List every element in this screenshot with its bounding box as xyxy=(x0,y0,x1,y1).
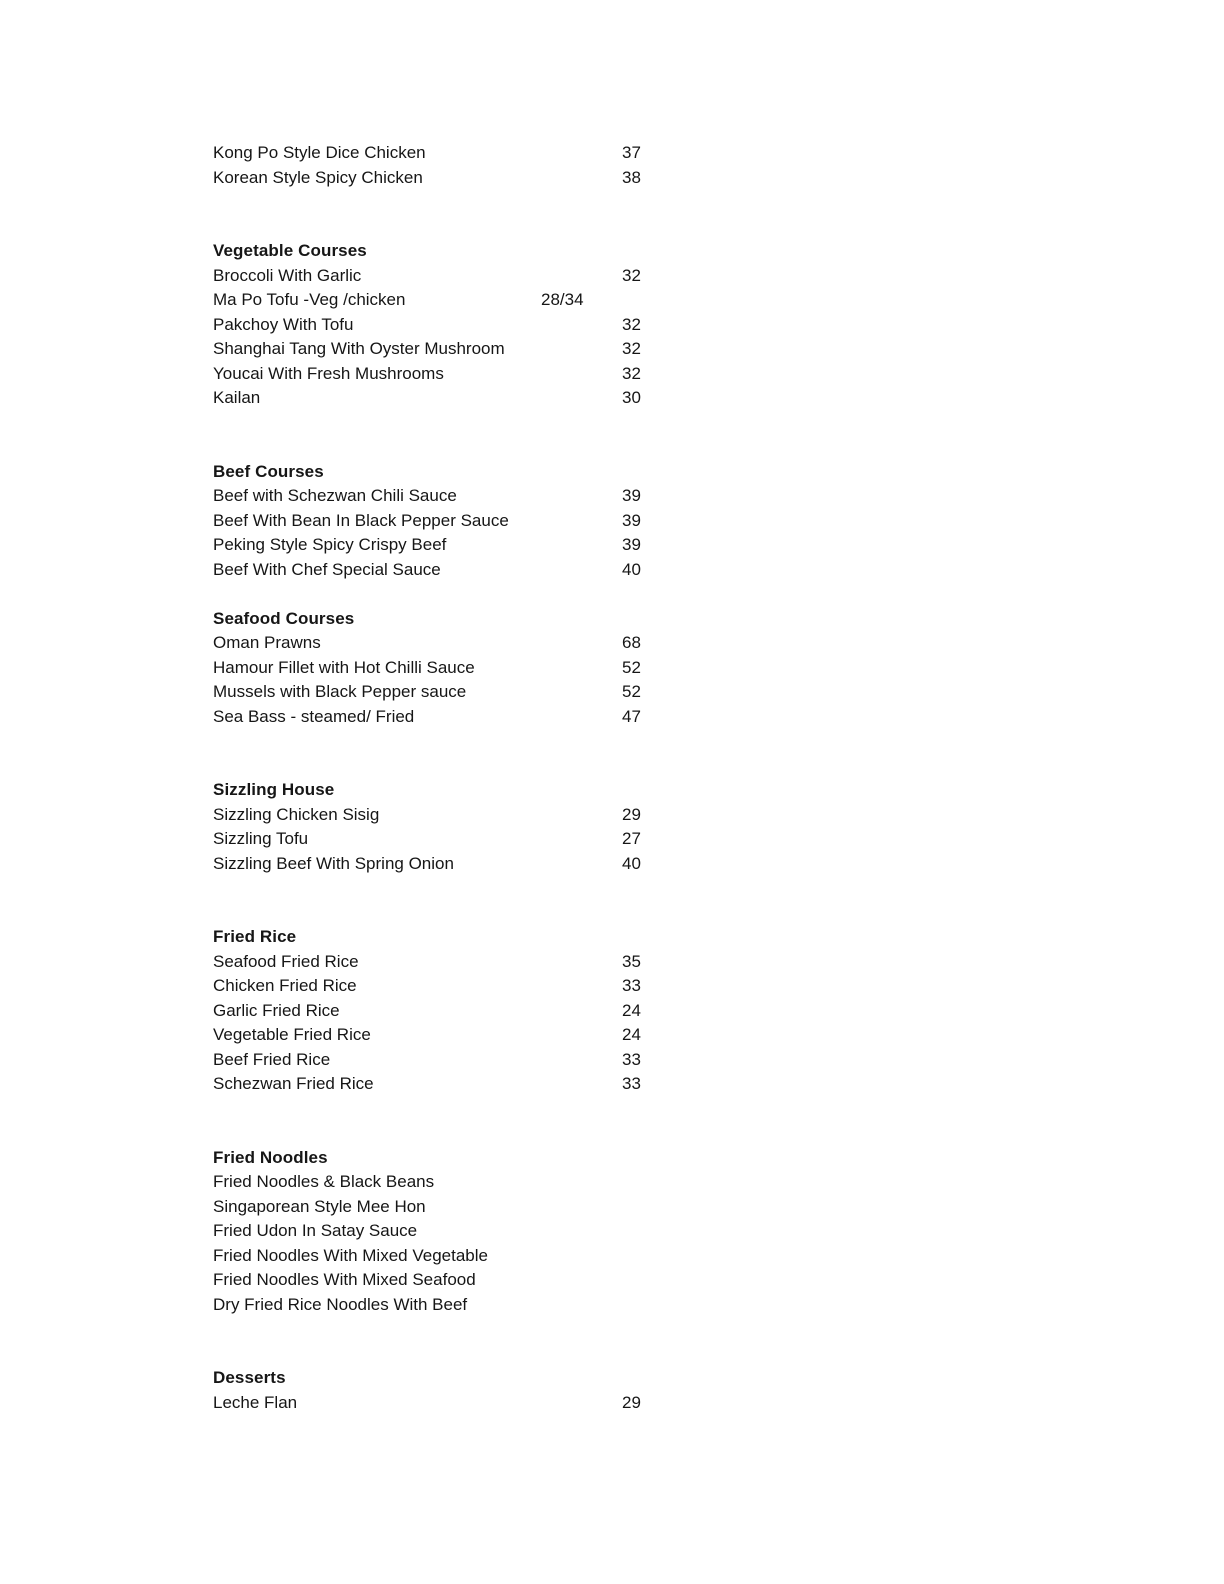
menu-section xyxy=(213,1366,1113,1415)
menu-item-price: 39 xyxy=(622,510,641,530)
menu-item-row xyxy=(213,999,1113,1024)
menu-item-row xyxy=(213,852,1113,877)
menu-item-price: 33 xyxy=(622,976,641,995)
menu-item-row xyxy=(213,1195,1113,1220)
menu-item-name: Garlic Fried Rice xyxy=(213,1000,340,1020)
menu-section xyxy=(213,141,1113,190)
menu-item-row xyxy=(213,313,1113,338)
menu-item-price: 32 xyxy=(622,265,641,285)
menu-item-name: Oman Prawns xyxy=(213,633,321,652)
menu-item-name: Beef Fried Rice xyxy=(213,1049,331,1069)
menu-item-row xyxy=(213,950,1113,975)
menu-section xyxy=(213,1146,1113,1318)
menu-item-price: 33 xyxy=(622,1074,641,1093)
menu-item-row xyxy=(213,362,1113,387)
menu-item-row xyxy=(213,705,1113,730)
menu-item-row xyxy=(213,386,1113,411)
menu-section xyxy=(213,607,1113,730)
menu-item-name: Dry Fried Rice Noodles With Beef xyxy=(213,1294,468,1314)
menu-item-price: 30 xyxy=(622,388,641,407)
menu-item-row xyxy=(213,1293,1113,1318)
menu-item-name: Seafood Fried Rice xyxy=(213,951,359,971)
menu-item-name: Mussels with Black Pepper sauce xyxy=(213,682,467,701)
menu-item-name: Fried Noodles & Black Beans xyxy=(213,1172,435,1191)
menu-item-name: Sizzling Beef With Spring Onion xyxy=(213,853,454,873)
menu-item-name: Sizzling Chicken Sisig xyxy=(213,804,380,824)
menu-item-price: 52 xyxy=(622,657,641,677)
menu-item-price: 38 xyxy=(622,167,641,187)
menu-item-name: Schezwan Fried Rice xyxy=(213,1074,374,1093)
menu-item-name: Vegetable Fried Rice xyxy=(213,1025,371,1044)
section-title: Seafood Courses xyxy=(213,608,355,628)
menu-item-price: 33 xyxy=(622,1049,641,1069)
menu-item-name: Beef with Schezwan Chili Sauce xyxy=(213,486,457,505)
menu-item-row xyxy=(213,803,1113,828)
menu-item-name: Hamour Fillet with Hot Chilli Sauce xyxy=(213,657,475,677)
menu-item-price: 39 xyxy=(622,486,641,505)
section-title: Fried Rice xyxy=(213,927,297,946)
menu-item-price: 40 xyxy=(622,853,641,873)
menu-item-price: 29 xyxy=(622,804,641,824)
menu-item-row xyxy=(213,484,1113,509)
menu-item-name: Fried Udon In Satay Sauce xyxy=(213,1221,418,1240)
menu-item-price: 29 xyxy=(622,1392,641,1412)
menu-item-row xyxy=(213,1170,1113,1195)
menu-item-row xyxy=(213,680,1113,705)
menu-item-name: Ma Po Tofu -Veg /chicken xyxy=(213,290,406,309)
section-title: Fried Noodles xyxy=(213,1147,328,1167)
menu-item-row xyxy=(213,337,1113,362)
menu-item-row xyxy=(213,1219,1113,1244)
menu-item-name: Broccoli With Garlic xyxy=(213,265,362,285)
menu-section xyxy=(213,460,1113,583)
menu-item-price: 28/34 xyxy=(541,290,584,309)
section-title: Desserts xyxy=(213,1368,286,1387)
menu-content xyxy=(213,141,1113,1415)
section-title: Vegetable Courses xyxy=(213,241,367,260)
menu-item-name: Leche Flan xyxy=(213,1392,298,1412)
menu-item-price: 32 xyxy=(622,363,641,383)
menu-item-name: Peking Style Spicy Crispy Beef xyxy=(213,535,447,554)
menu-item-row xyxy=(213,1048,1113,1073)
menu-item-price: 37 xyxy=(622,143,641,162)
menu-item-price: 40 xyxy=(622,559,641,579)
menu-item-price: 47 xyxy=(622,706,641,726)
menu-item-price: 24 xyxy=(622,1000,641,1020)
section-title: Sizzling House xyxy=(213,780,335,799)
menu-item-row xyxy=(213,827,1113,852)
menu-item-price: 35 xyxy=(622,951,641,971)
menu-item-price: 32 xyxy=(622,339,641,358)
menu-item-name: Kong Po Style Dice Chicken xyxy=(213,143,426,162)
menu-item-name: Fried Noodles With Mixed Vegetable xyxy=(213,1245,488,1265)
menu-item-name: Sizzling Tofu xyxy=(213,829,309,848)
menu-item-row xyxy=(213,1268,1113,1293)
menu-item-row xyxy=(213,141,1113,166)
menu-item-row xyxy=(213,533,1113,558)
menu-item-name: Pakchoy With Tofu xyxy=(213,314,354,334)
menu-item-name: Youcai With Fresh Mushrooms xyxy=(213,363,444,383)
menu-item-price: 27 xyxy=(622,829,641,848)
menu-section xyxy=(213,778,1113,876)
menu-item-row xyxy=(213,1023,1113,1048)
menu-item-row xyxy=(213,558,1113,583)
menu-item-name: Sea Bass - steamed/ Fried xyxy=(213,706,415,726)
menu-item-row xyxy=(213,1244,1113,1269)
menu-item-name: Singaporean Style Mee Hon xyxy=(213,1196,426,1216)
menu-item-name: Fried Noodles With Mixed Seafood xyxy=(213,1270,476,1289)
menu-item-price: 39 xyxy=(622,535,641,554)
menu-item-name: Kailan xyxy=(213,388,261,407)
menu-item-row xyxy=(213,656,1113,681)
menu-item-row xyxy=(213,288,1113,313)
menu-item-row xyxy=(213,974,1113,999)
menu-section xyxy=(213,925,1113,1097)
menu-item-price: 68 xyxy=(622,633,641,652)
menu-item-price: 32 xyxy=(622,314,641,334)
section-title: Beef Courses xyxy=(213,461,324,481)
menu-item-name: Chicken Fried Rice xyxy=(213,976,357,995)
menu-item-price: 52 xyxy=(622,682,641,701)
menu-item-row xyxy=(213,509,1113,534)
menu-item-row xyxy=(213,631,1113,656)
menu-item-row xyxy=(213,264,1113,289)
menu-item-name: Shanghai Tang With Oyster Mushroom xyxy=(213,339,505,358)
menu-item-name: Beef With Bean In Black Pepper Sauce xyxy=(213,510,509,530)
menu-item-row xyxy=(213,166,1113,191)
menu-item-row xyxy=(213,1391,1113,1416)
menu-item-name: Korean Style Spicy Chicken xyxy=(213,167,423,187)
menu-item-row xyxy=(213,1072,1113,1097)
menu-item-name: Beef With Chef Special Sauce xyxy=(213,559,441,579)
menu-section xyxy=(213,239,1113,411)
menu-item-price: 24 xyxy=(622,1025,641,1044)
